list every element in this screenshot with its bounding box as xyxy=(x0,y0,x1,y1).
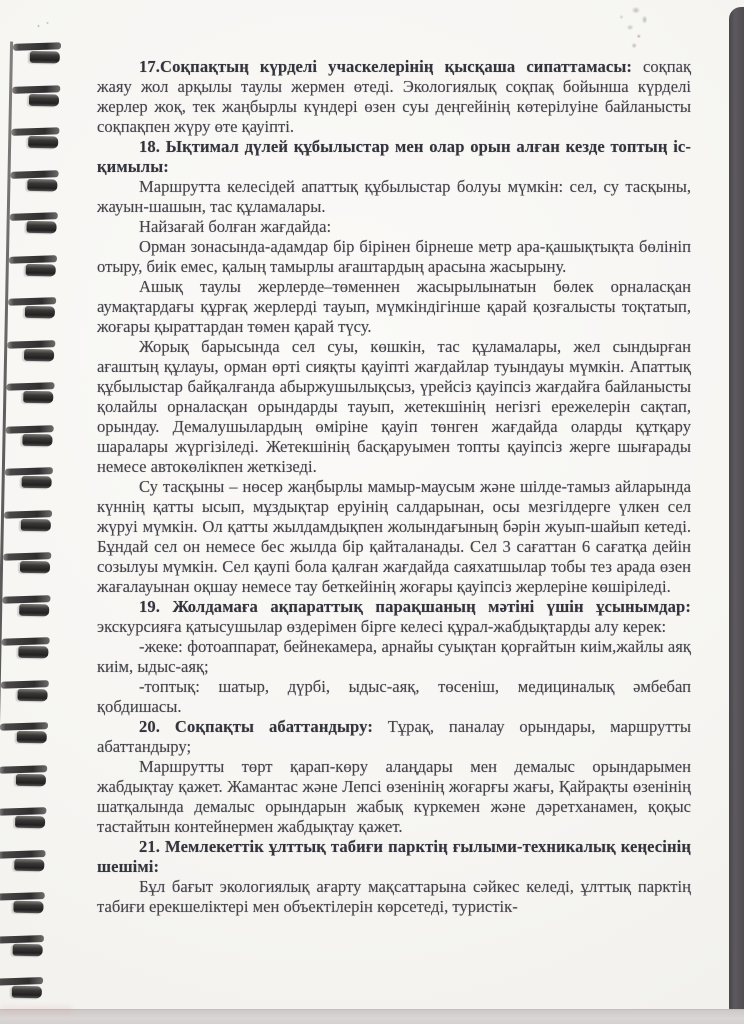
document-paragraph: Маршрутты төрт қарап-көру алаңдары мен демалыс орындарымен жабдықтау қажет. Жамантас және Лепсі өзенінің жоғарғы жағы, Қайрақты өзенінің шатқалында демалыс орындарын жабық күркемен және дәретханамен, қоқыс тастайтын контейнермен жабдықтау қажет. xyxy=(97,757,691,836)
binding-coil xyxy=(12,84,60,107)
document-paragraph: Ашық таулы жерлерде–төменнен жасырылынатын бөлек орналасқан аумақтардағы құрғақ жерлерді тауып, мүмкіндігінше қарай қозғалысты тоқтатып, жоғары қыраттардан төмен қарай түсу. xyxy=(97,277,691,336)
binding-coil xyxy=(0,891,45,914)
binding-coil xyxy=(7,339,55,362)
binding-coil xyxy=(0,679,48,702)
document-paragraph: Жорық барысында сел суы, көшкін, тас құламалары, жел сындырған ағаштың құлауы, орман өрті сияқты қауіпті жағдайлар туындауы мүмкін. Апаттық құбылыстар байқалғанда абыржушылықсыз, үрейсіз қауіпсіз жағдайға байланысты қолайлы орналасқан орындарды тауып, жетекшінің негізгі ережелерін сақтап, орындау. Демалушылардың өміріне қауіп төнген жағдайда оларды құтқару шаралары жүргізіледі. Жетекшінің басқаруымен топты қауіпсіз жерге шығарады немесе автокөлікпен жеткізеді. xyxy=(97,337,691,476)
paragraph-heading: 19. Жолдамаға ақпараттық парақшаның мәтіні үшін ұсынымдар: xyxy=(139,597,691,616)
binding-coil xyxy=(0,721,48,744)
paragraph-heading: 21. Мемлекеттік ұлттық табиғи парктің ғылыми-техникалық кеңесінің шешімі: xyxy=(97,837,691,876)
document-paragraph: 19. Жолдамаға ақпараттық парақшаның мәтіні үшін ұсынымдар: экскурсияға қатысушылар өздерімен бірге келесі құрал-жабдықтарды алу керек: xyxy=(97,597,691,636)
binding-coil xyxy=(0,764,47,787)
binding-coil xyxy=(6,382,54,405)
scan-edge-shadow-bottom xyxy=(0,1009,744,1024)
binding-coil xyxy=(5,466,53,489)
paragraph-heading: 18. Ықтимал дүлей құбылыстар мен олар орын алған кезде топтың іс-қимылы: xyxy=(97,137,691,176)
binding-coil xyxy=(0,849,46,872)
binding-coil xyxy=(8,297,56,320)
binding-coil xyxy=(0,976,43,999)
document-paragraph xyxy=(97,137,691,177)
binding-coil xyxy=(11,127,59,150)
binding-coil xyxy=(4,509,52,532)
binding-coil xyxy=(10,169,58,192)
binding-coil xyxy=(5,424,53,447)
binding-coil xyxy=(9,254,57,277)
binding-coil xyxy=(0,806,46,829)
document-paragraph: Бұл бағыт экологиялық ағарту мақсаттарына сәйкес келеді, ұлттық парктің табиғи ерекшеліктері мен объектілерін көрсетеді, туристік- xyxy=(97,877,691,916)
document-paragraph: 20. Соқпақты абаттандыру: Тұрақ, паналау орындары, маршрутты абаттандыру; xyxy=(97,717,691,756)
spiral-binding xyxy=(0,35,71,996)
ink-smudge xyxy=(604,4,662,56)
pen-dots xyxy=(34,20,52,30)
document-body xyxy=(97,57,691,917)
document-paragraph: Маршрутта келесідей апаттық құбылыстар болуы мүмкін: сел, су тасқыны, жауын-шашын, тас құламалары. xyxy=(97,177,691,216)
document-paragraph: -жеке: фотоаппарат, бейнекамера, арнайы суықтан қорғайтын киім,жайлы аяқ киім, ыдыс-аяқ; xyxy=(97,637,691,676)
paragraph-heading: 17.Соқпақтың күрделі учаскелерінің қысқаша сипаттамасы: xyxy=(139,57,633,76)
binding-coil xyxy=(13,42,61,65)
binding-coil xyxy=(1,636,49,659)
paragraph-heading: 20. Соқпақты абаттандыру: xyxy=(139,717,373,736)
binding-coil xyxy=(0,934,44,957)
binding-coil xyxy=(9,212,57,235)
binding-coil xyxy=(2,594,50,617)
scan-edge-shadow-right xyxy=(729,7,744,1011)
document-paragraph: Орман зонасында-адамдар бір бірінен бірнеше метр ара-қашықтықта бөлініп отыру, биік емес, қалың тамырлы ағаштардың арасына жасырыну. xyxy=(97,237,691,276)
document-paragraph: -топтық: шатыр, дүрбі, ыдыс-аяқ, төсеніш, медициналық әмбебап қобдишасы. xyxy=(97,677,691,716)
document-paragraph xyxy=(97,837,691,877)
binding-coil xyxy=(3,551,51,574)
document-paragraph: Су тасқыны – нөсер жаңбырлы мамыр-маусым және шілде-тамыз айларында күннің қатты ысып, мұздықтар еруінің салдарынан, осы мезгілдерге үлкен сел жүруі мүмкін. Ол қатты жылдамдықпен жолындағының бәрін жуып-шайып кетеді. Бұндай сел он немесе бес жылда бір қайталанады. Сел 3 сағаттан 6 сағатқа дейін созылуы мүмкін. Сел қаупі бола қалған жағдайда саяхатшылар тобы тез арада өзен жағалауынан оқшау немесе тау беткейінің жоғары қауіпсіз жерлеріне көшіріледі. xyxy=(97,477,691,596)
document-paragraph: 17.Соқпақтың күрделі учаскелерінің қысқаша сипаттамасы: соқпақ жаяу жол арқылы таулы жермен өтеді. Экологиялық соқпақ бойынша күрделі жерлер жоқ, тек жаңбырлы күндері өзен суы деңгейінің көтерілуіне байланысты соқпақпен жүру өте қауіпті. xyxy=(97,57,692,136)
document-paragraph: Найзағай болған жағдайда: xyxy=(139,217,332,236)
